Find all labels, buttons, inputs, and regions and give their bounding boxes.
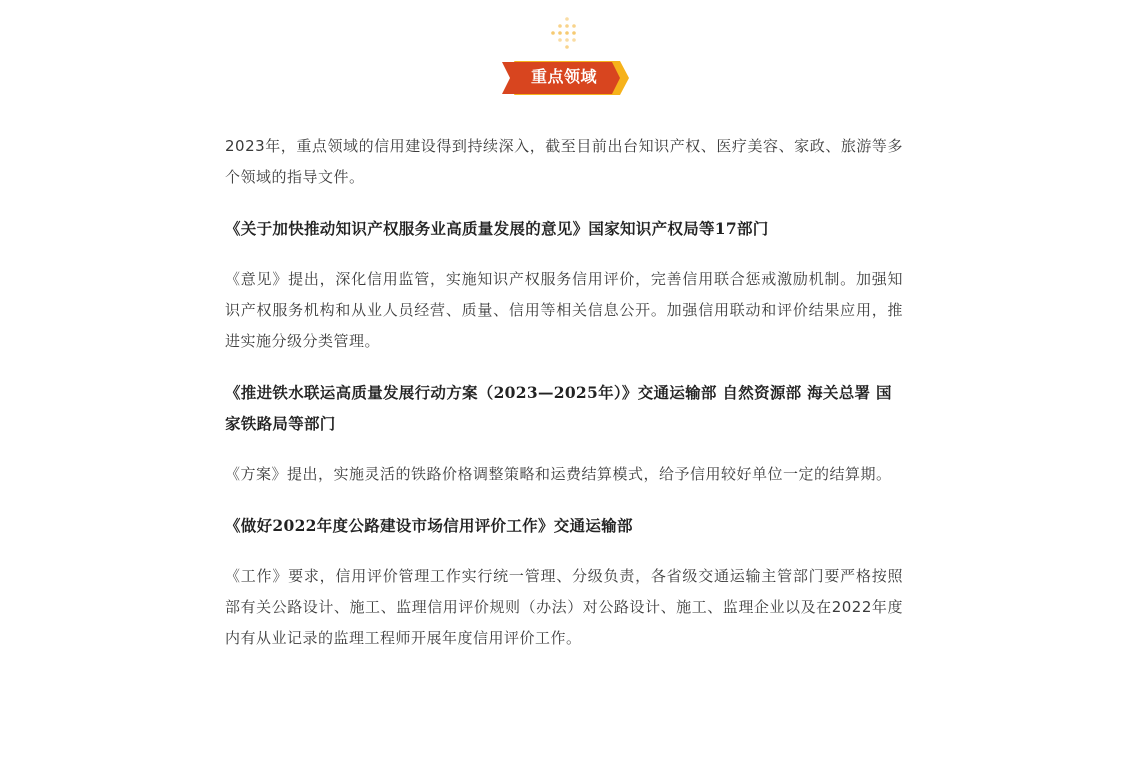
decor-dot bbox=[565, 17, 569, 21]
policy-paragraph-ip-services: 《意见》提出，深化信用监管，实施知识产权服务信用评价，完善信用联合惩戒激励机制。加强知识产权服务机构和从业人员经营、质量、信用等相关信息公开。加强信用联动和评价结果应用，推进实施分级分类管理。 bbox=[225, 270, 903, 350]
section-header bbox=[0, 0, 1127, 110]
policy-heading-highway-credit: 《做好2022年度公路建设市场信用评价工作》交通运输部 bbox=[225, 516, 633, 535]
decor-dot bbox=[565, 38, 569, 42]
intro-paragraph: 2023年，重点领域的信用建设得到持续深入，截至目前出台知识产权、医疗美容、家政、旅游等多个领域的指导文件。 bbox=[225, 137, 903, 186]
policy-paragraph-highway-credit: 《工作》要求，信用评价管理工作实行统一管理、分级负责，各省级交通运输主管部门要严格按照部有关公路设计、施工、监理信用评价规则（办法）对公路设计、施工、监理企业以及在2022年度内有从业记录的监理工程师开展年度信用评价工作。 bbox=[225, 567, 903, 647]
decor-dot bbox=[558, 24, 562, 28]
decor-dot bbox=[551, 31, 555, 35]
decor-dot bbox=[565, 31, 569, 35]
decor-dot bbox=[565, 24, 569, 28]
decor-dot bbox=[572, 24, 576, 28]
decor-dot bbox=[565, 45, 569, 49]
decor-dot bbox=[572, 38, 576, 42]
decor-dot bbox=[558, 31, 562, 35]
article-body bbox=[225, 131, 903, 674]
policy-paragraph-rail-water: 《方案》提出，实施灵活的铁路价格调整策略和运费结算模式，给予信用较好单位一定的结算期。 bbox=[225, 465, 892, 483]
decor-dot bbox=[558, 38, 562, 42]
section-title: 重点领域 bbox=[530, 67, 597, 86]
policy-heading-rail-water: 《推进铁水联运高质量发展行动方案（2023—2025年）》交通运输部 自然资源部 海关总署 国家铁路局等部门 bbox=[225, 383, 892, 433]
decor-dot bbox=[572, 31, 576, 35]
policy-heading-ip-services: 《关于加快推动知识产权服务业高质量发展的意见》国家知识产权局等17部门 bbox=[225, 219, 769, 238]
dots-decoration-icon bbox=[549, 16, 579, 50]
